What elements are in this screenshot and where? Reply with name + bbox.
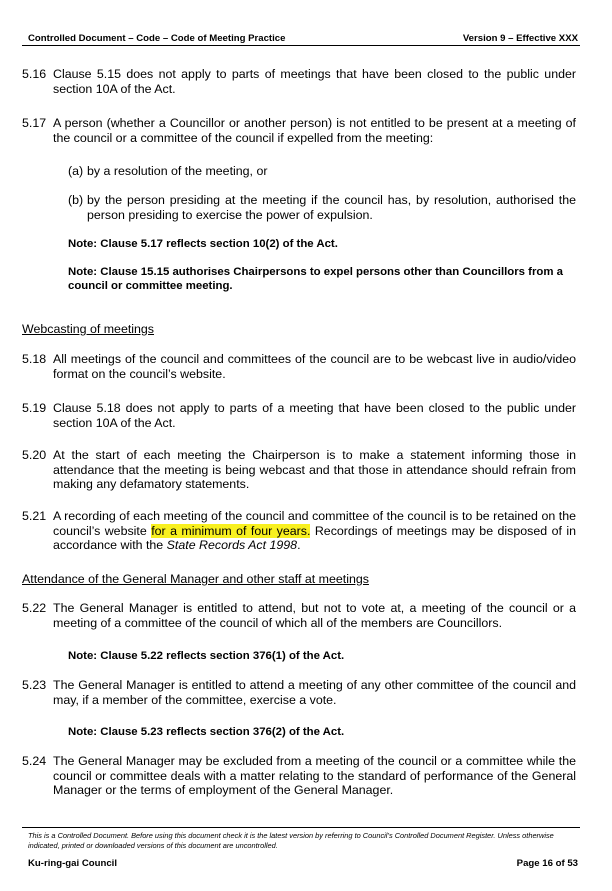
- item-text: by the person presiding at the meeting if the council has, by resolution, authorised the person presiding to exercise the power of expulsion.: [87, 193, 576, 222]
- clause-number: 5.22: [22, 601, 47, 615]
- page-header: [22, 31, 580, 46]
- clause-5-18: [22, 352, 576, 381]
- clause-5-21: [22, 509, 576, 553]
- clause-number: 5.20: [22, 448, 47, 462]
- clause-5-17: [22, 116, 576, 145]
- clause-5-17-item-b: [68, 193, 576, 222]
- clause-number: 5.18: [22, 352, 47, 366]
- clause-5-19: [22, 401, 576, 430]
- clause-text: Clause 5.15 does not apply to parts of meetings that have been closed to the public under section 10A of the Act.: [53, 67, 576, 96]
- clause-number: 5.23: [22, 678, 47, 692]
- clause-text: Clause 5.18 does not apply to parts of a meeting that have been closed to the public under section 10A of the Act.: [53, 401, 576, 430]
- clause-number: 5.19: [22, 401, 47, 415]
- clause-5-23: [22, 678, 576, 707]
- clause-text: All meetings of the council and committees of the council are to be webcast live in audio/video format on the council’s website.: [53, 352, 576, 381]
- clause-text: The General Manager is entitled to attend a meeting of any other committee of the council and may, if a member of the committee, exercise a vote.: [53, 678, 576, 707]
- clause-text-part: Recordings of meetings may be disposed of in accordance with the: [53, 523, 576, 553]
- clause-number: 5.21: [22, 509, 47, 523]
- clause-5-17-item-a: [68, 164, 576, 179]
- clause-5-20: [22, 448, 576, 492]
- note-5-23: Note: Clause 5.23 reflects section 376(2) of the Act.: [68, 726, 345, 738]
- clause-text: The General Manager may be excluded from a meeting of the council or a committee while the council or committee deals with a matter relating to the standard of performance of the General Manager or the terms of employment of the General Manager.: [53, 754, 576, 798]
- footer-divider: [22, 827, 580, 828]
- clause-text-part: A recording of each meeting of the council and committee of the council is to be retained on the council’s website: [53, 509, 576, 538]
- footer-disclaimer: This is a Controlled Document. Before using this document check it is the latest version by referring to Council’s Controlled Document Register. Unless otherwise indicated, printed or downloaded versions of this document are uncontrolled.: [28, 831, 554, 850]
- note-5-22: Note: Clause 5.22 reflects section 376(1) of the Act.: [68, 650, 345, 662]
- clause-text: The General Manager is entitled to attend, but not to vote at, a meeting of the council or a meeting of a committee of the council of which all of the members are Councillors.: [53, 601, 576, 630]
- item-label: (b): [68, 193, 84, 207]
- clause-text: [53, 509, 576, 553]
- highlighted-text: for a minimum of four years.: [151, 523, 311, 538]
- note-15-15: Note: Clause 15.15 authorises Chairpersons to expel persons other than Councillors from a council or committee meeting.: [68, 266, 563, 293]
- clause-text: At the start of each meeting the Chairperson is to make a statement informing those in attendance that the meeting is being webcast and that those in attendance should refrain from making any defamatory statements.: [53, 448, 576, 492]
- item-label: (a): [68, 164, 84, 178]
- section-heading-attendance: Attendance of the General Manager and other staff at meetings: [22, 572, 369, 586]
- clause-5-22: [22, 601, 576, 630]
- act-title: State Records Act 1998: [166, 538, 298, 553]
- clause-5-16: [22, 67, 576, 96]
- header-title: Controlled Document – Code – Code of Meeting Practice: [28, 33, 286, 44]
- clause-number: 5.17: [22, 116, 47, 130]
- clause-number: 5.24: [22, 754, 47, 768]
- section-heading-webcasting: Webcasting of meetings: [22, 322, 155, 336]
- clause-text: A person (whether a Councillor or another person) is not entitled to be present at a meeting of the council or a committee of the council if expelled from the meeting:: [53, 116, 576, 145]
- footer-organisation: Ku-ring-gai Council: [28, 858, 117, 869]
- footer-page-number: Page 16 of 53: [516, 858, 578, 869]
- clause-5-24: [22, 754, 576, 798]
- clause-text-part: .: [297, 538, 301, 553]
- header-version: Version 9 – Effective XXX: [462, 33, 578, 44]
- item-text: by a resolution of the meeting, or: [87, 164, 268, 178]
- note-5-17: Note: Clause 5.17 reflects section 10(2) of the Act.: [68, 238, 338, 250]
- clause-number: 5.16: [22, 67, 47, 81]
